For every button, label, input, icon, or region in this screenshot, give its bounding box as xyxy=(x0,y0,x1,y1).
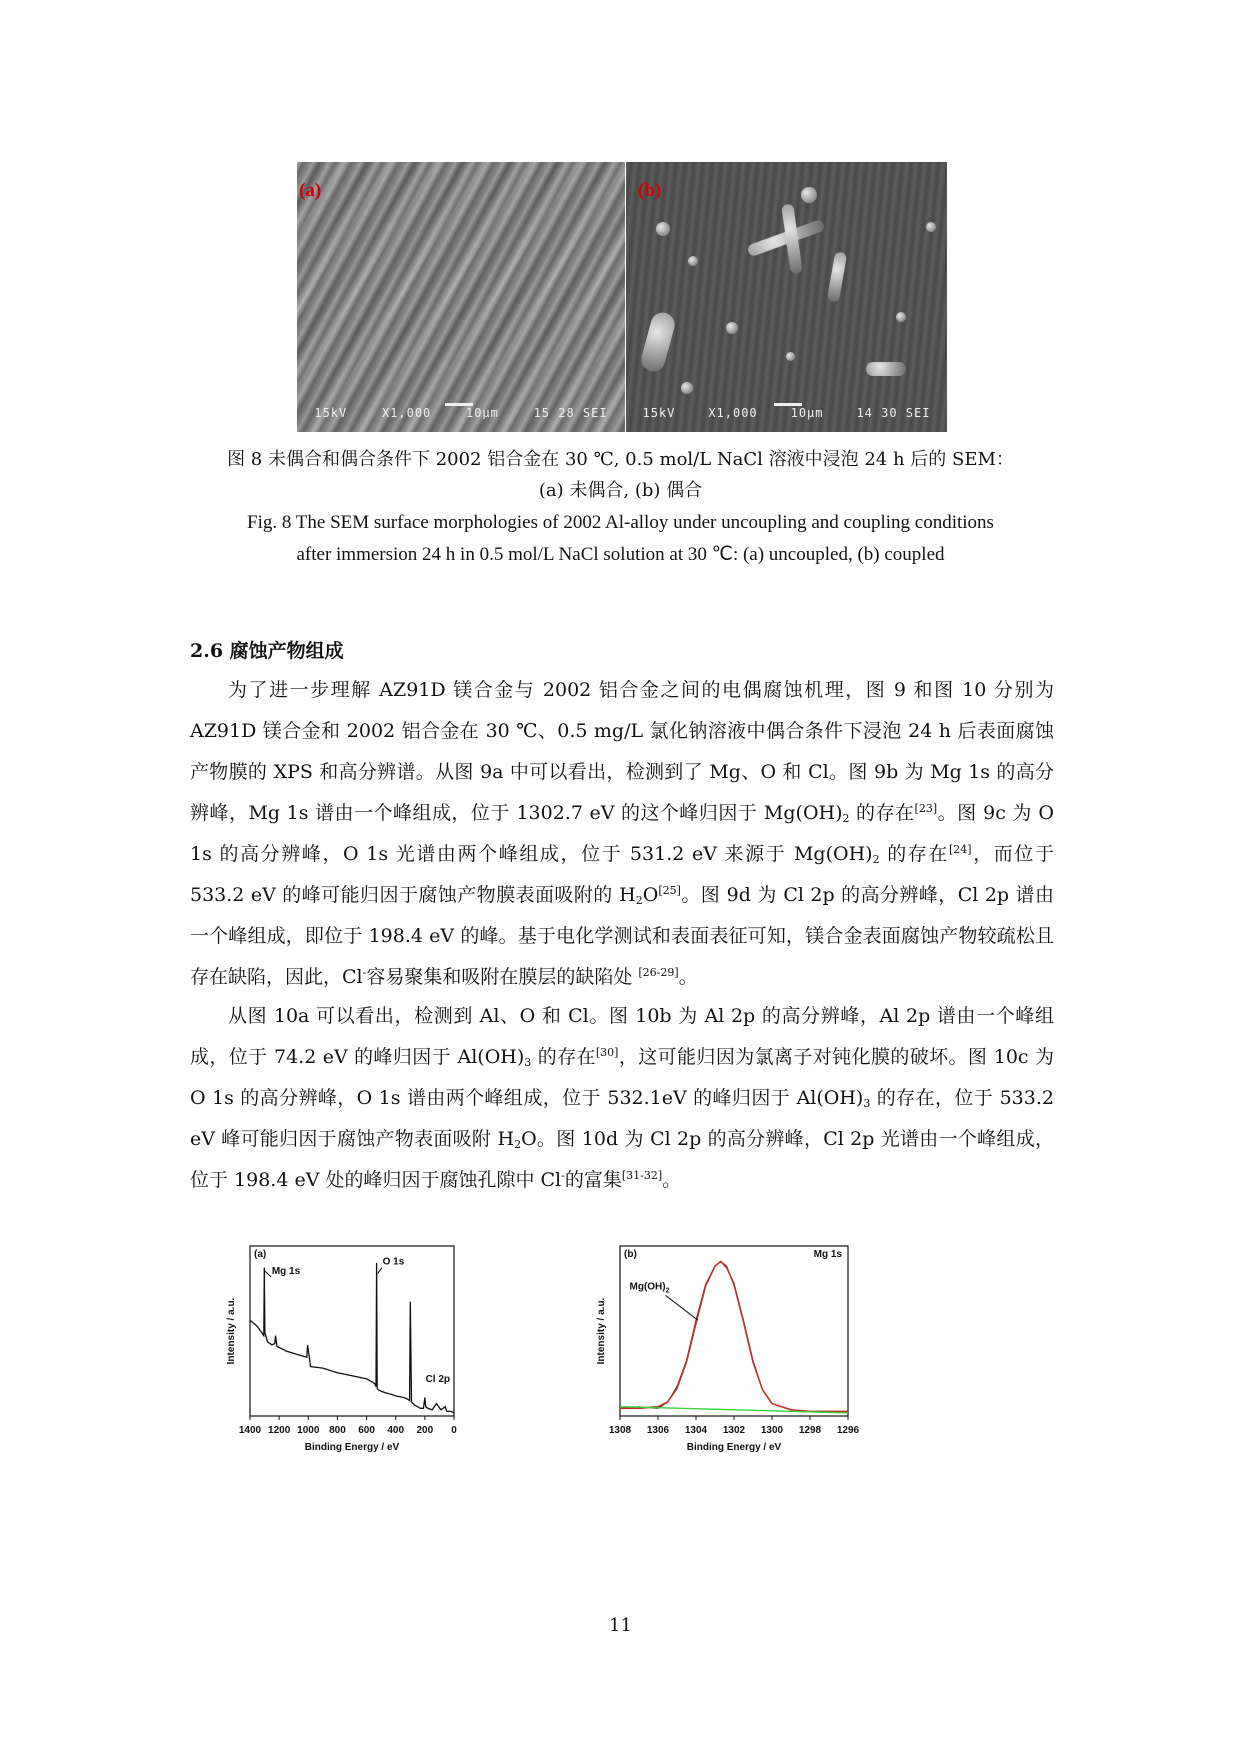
panel-label: (a) xyxy=(254,1249,267,1260)
text-run: ，这可能归因为氯离子对钝化膜的破坏。图 10c 为 O 1s 的高分辨峰，O 1s 谱由两个峰组成，位于 532.1eV 的峰归因于 Al(OH) xyxy=(190,1046,1054,1109)
text-run: 的富集 xyxy=(564,1169,622,1191)
text-run: 。 xyxy=(662,1169,682,1191)
corrosion-particle xyxy=(681,382,693,394)
citation: [24] xyxy=(949,843,972,856)
corrosion-product-chain xyxy=(827,251,848,302)
x-tick-label: 1304 xyxy=(684,1425,708,1436)
citation: [30] xyxy=(595,1046,619,1059)
x-tick-label: 400 xyxy=(387,1425,405,1436)
text-run: 。 xyxy=(678,966,698,988)
figure-8-caption-en xyxy=(140,507,1101,571)
annotation-o1s: O 1s xyxy=(382,1256,405,1268)
text-run: 的存在，位于 533.2 eV 峰可能归因于腐蚀产物表面吸附 H xyxy=(190,1087,1054,1150)
text-run: 为了进一步理解 AZ91D 镁合金与 2002 铝合金之间的电偶腐蚀机理，图 9 和图 10 分别为 AZ91D 镁合金和 2002 铝合金在 30 ℃、0.5 mg/L 氯化钠溶液中偶合条件下浸泡 24 h 后表面腐蚀产物膜的 XPS 和高分辨谱。从图 9a 中可以看出，检测到了 Mg、O 和 Cl。图 9b 为 Mg 1s 的高分辨峰，Mg 1s 谱由一个峰组成，位于 1302.7 eV 的这个峰归因于 Mg(OH) xyxy=(190,679,1054,824)
text-run: 的存在 xyxy=(879,843,950,865)
x-tick-label: 1200 xyxy=(268,1425,291,1436)
subscript: 3 xyxy=(524,1056,532,1069)
section-title: 2.6 腐蚀产物组成 xyxy=(190,640,344,662)
x-tick-label: 1306 xyxy=(646,1425,670,1436)
plot-frame xyxy=(620,1246,848,1416)
caption-line: Fig. 8 The SEM surface morphologies of 2002 Al-alloy under uncoupling and coupling conditions xyxy=(247,512,994,533)
sem-magnification: X1,000 xyxy=(381,406,432,420)
subscript: 2 xyxy=(842,812,850,825)
text-run: 从图 10a 可以看出，检测到 Al、O 和 Cl。图 10b 为 Al 2p 的高分辨峰，Al 2p 谱由一个峰组成，位于 74.2 eV 的峰归因于 Al(OH) xyxy=(190,1005,1054,1068)
superscript: - xyxy=(362,966,367,979)
subscript: 2 xyxy=(635,894,643,907)
sem-image-uncoupled xyxy=(297,162,625,432)
caption-line: (a) 未偶合, (b) 偶合 xyxy=(538,480,703,501)
caption-line: after immersion 24 h in 0.5 mol/L NaCl solution at 30 ℃: (a) uncoupled, (b) coupled xyxy=(296,544,945,565)
corrosion-particle xyxy=(656,222,670,236)
x-axis-label: Binding Energy / eV xyxy=(686,1442,782,1453)
corrosion-particle xyxy=(688,256,698,266)
x-tick-label: 1298 xyxy=(798,1425,822,1436)
y-axis-label: Intensity / a.u. xyxy=(596,1297,607,1365)
y-axis-label: Intensity / a.u. xyxy=(226,1297,237,1365)
sem-scale: 10µm xyxy=(465,406,499,420)
subscript: 2 xyxy=(514,1138,522,1151)
annotation-arrow xyxy=(378,1268,382,1274)
sem-voltage: 15kV xyxy=(314,406,348,420)
text-run: 容易聚集和吸附在膜层的缺陷处 xyxy=(366,966,639,988)
x-tick-label: 0 xyxy=(451,1425,457,1436)
corrosion-product-chain xyxy=(866,362,906,376)
corrosion-particle xyxy=(801,187,817,203)
series-line-survey xyxy=(250,1263,454,1413)
x-tick-label: 1400 xyxy=(238,1425,262,1436)
sem-image-coupled xyxy=(626,162,947,432)
sem-figure xyxy=(297,162,947,432)
panel-label-b: (b) xyxy=(638,180,662,201)
annotation-subscript: 2 xyxy=(665,1287,670,1295)
x-tick-label: 1296 xyxy=(836,1425,860,1436)
annotation-mgoh2: $Mg(OH)_2$ xyxy=(629,1281,670,1295)
text-run: 的存在 xyxy=(849,802,915,824)
x-tick-label: 800 xyxy=(329,1425,346,1436)
text-run: ，而位于 533.2 eV 的峰可能归因于腐蚀产物膜表面吸附的 H xyxy=(190,843,1054,906)
corrosion-particle xyxy=(926,222,936,232)
x-tick-label: 1302 xyxy=(722,1425,746,1436)
x-tick-label: 1300 xyxy=(760,1425,784,1436)
sem-id: 14 30 SEI xyxy=(856,406,931,420)
sem-voltage: 15kV xyxy=(642,406,676,420)
subscript: 2 xyxy=(872,853,880,866)
xps-survey-chart xyxy=(218,1240,518,1480)
citation: [25] xyxy=(658,884,681,897)
sem-id: 15 28 SEI xyxy=(533,406,608,420)
x-tick-label: 1308 xyxy=(608,1425,632,1436)
corrosion-particle xyxy=(726,322,738,334)
citation: [23] xyxy=(914,802,938,815)
chart-title: Mg 1s xyxy=(813,1249,842,1260)
text-run: 。图 9d 为 Cl 2p 的高分辨峰，Cl 2p 谱由一个峰组成，即位于 198.4 eV 的峰。基于电化学测试和表面表征可知，镁合金表面腐蚀产物较疏松且存在缺陷，因此，Cl xyxy=(190,884,1054,988)
x-tick-label: 1000 xyxy=(297,1425,320,1436)
superscript: - xyxy=(561,1169,565,1182)
annotation-mg1s: Mg 1s xyxy=(271,1265,301,1277)
x-tick-label: 600 xyxy=(358,1425,375,1436)
citation: [26-29] xyxy=(638,966,679,979)
caption-line: 图 8 未偶合和偶合条件下 2002 铝合金在 30 ℃, 0.5 mol/L NaCl 溶液中浸泡 24 h 后的 SEM： xyxy=(227,449,1014,470)
xps-survey-svg xyxy=(218,1240,518,1480)
page-number: 11 xyxy=(609,1615,632,1636)
mg1s-chart xyxy=(590,1240,910,1480)
sem-info-bar-b xyxy=(626,406,947,420)
annotation-arrow xyxy=(265,1271,272,1277)
annotation-cl2p: Cl 2p xyxy=(425,1374,451,1385)
corrosion-particle xyxy=(896,312,906,322)
figure-8-caption-cn xyxy=(140,444,1101,506)
sem-scale: 10µm xyxy=(790,406,824,420)
mg1s-svg xyxy=(590,1240,910,1480)
series-line-background xyxy=(620,1407,848,1413)
panel-label: (b) xyxy=(624,1249,637,1260)
corrosion-particle xyxy=(786,352,795,361)
citation: [31-32] xyxy=(621,1169,663,1182)
paragraph-2 xyxy=(190,996,1054,1201)
text-run: 。图 9c 为 O 1s 的高分辨峰，O 1s 光谱由两个峰组成，位于 531.2 eV 来源于 Mg(OH) xyxy=(190,802,1054,865)
panel-label-a: (a) xyxy=(299,180,322,201)
x-tick-label: 200 xyxy=(416,1425,434,1436)
annotation-arrow xyxy=(666,1295,698,1320)
text-run: O。图 10d 为 Cl 2p 的高分辨峰，Cl 2p 光谱由一个峰组成，位于 198.4 eV 处的峰归因于腐蚀孔隙中 Cl xyxy=(190,1128,1054,1191)
corrosion-product-chain xyxy=(639,310,678,374)
paragraph-1 xyxy=(190,670,1054,998)
subscript: 3 xyxy=(863,1097,871,1110)
x-axis-label: Binding Energy / eV xyxy=(304,1442,400,1453)
text-run: O xyxy=(642,884,659,906)
sem-info-bar-a xyxy=(297,406,625,420)
sem-magnification: X1,000 xyxy=(708,406,758,420)
text-run: 的存在 xyxy=(531,1046,596,1068)
